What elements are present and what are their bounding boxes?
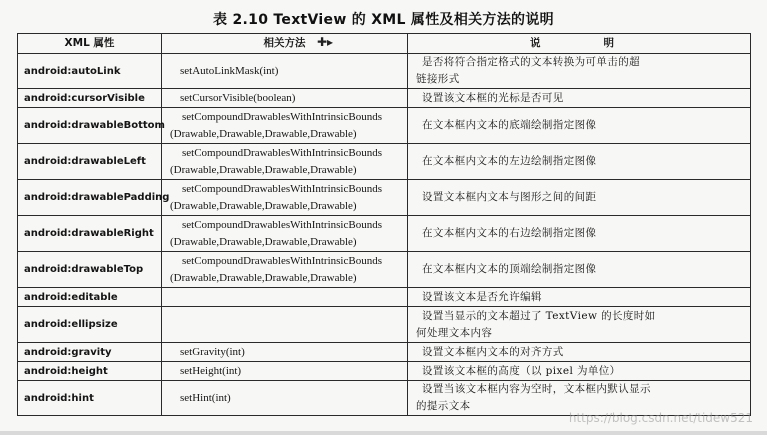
method-line: setCompoundDrawablesWithIntrinsicBounds (182, 146, 382, 159)
cell-description (408, 54, 751, 89)
cell-xml-attribute: android:gravity (18, 343, 162, 362)
method-line: (Drawable,Drawable,Drawable,Drawable) (170, 199, 357, 212)
method-line: setCompoundDrawablesWithIntrinsicBounds (182, 218, 382, 231)
cell-xml-attribute: android:drawableRight (18, 216, 162, 252)
cell-description (408, 307, 751, 343)
table-row (18, 216, 751, 252)
cell-method (162, 307, 408, 343)
method-line: (Drawable,Drawable,Drawable,Drawable) (170, 127, 357, 140)
description-line: 设置该文本框的光标是否可见 (422, 91, 564, 104)
description-line: 链接形式 (416, 73, 460, 85)
table-row (18, 180, 751, 216)
cell-description (408, 343, 751, 362)
description-line: 设置当显示的文本超过了 TextView 的长度时如 (422, 309, 656, 322)
description-line: 在文本框内文本的右边绘制指定图像 (422, 227, 597, 239)
method-line: setCompoundDrawablesWithIntrinsicBounds (182, 110, 382, 123)
table-row (18, 307, 751, 343)
table-row (18, 54, 751, 89)
cell-description (408, 108, 751, 144)
cell-method (162, 216, 408, 252)
cell-description (408, 252, 751, 288)
method-line: setCompoundDrawablesWithIntrinsicBounds (182, 182, 382, 195)
table-row (18, 343, 751, 362)
watermark: https://blog.csdn.net/tidew521 (568, 411, 753, 425)
column-header-description: 说 明 (408, 34, 751, 54)
method-line: (Drawable,Drawable,Drawable,Drawable) (170, 163, 357, 176)
method-line: setAutoLinkMask(int) (180, 64, 279, 77)
cell-method (162, 108, 408, 144)
cell-xml-attribute: android:drawableBottom (18, 108, 162, 144)
method-line: setHeight(int) (180, 364, 242, 377)
column-header-xml-attr: XML 属性 (18, 34, 162, 54)
description-line: 设置当该文本框内容为空时，文本框内默认显示 (422, 383, 651, 395)
header-row (18, 34, 751, 54)
description-line: 在文本框内文本的顶端绘制指定图像 (422, 263, 597, 275)
method-line: setGravity(int) (180, 345, 245, 358)
description-line: 何处理文本内容 (416, 326, 493, 339)
cell-method (162, 381, 408, 416)
column-header-method: 相关方法 (162, 34, 408, 54)
cell-method (162, 343, 408, 362)
method-line: setCompoundDrawablesWithIntrinsicBounds (182, 254, 382, 267)
cell-xml-attribute: android:autoLink (18, 54, 162, 89)
table-caption: 表 2.10 TextView 的 XML 属性及相关方法的说明 (213, 12, 554, 28)
cell-description (408, 180, 751, 216)
description-line: 设置该文本框的高度（以 pixel 为单位） (422, 364, 621, 377)
cell-method (162, 89, 408, 108)
cell-xml-attribute: android:drawableLeft (18, 144, 162, 180)
method-line: (Drawable,Drawable,Drawable,Drawable) (170, 271, 357, 284)
table-row (18, 108, 751, 144)
cell-description (408, 144, 751, 180)
cell-method (162, 362, 408, 381)
method-line: setCursorVisible(boolean) (180, 91, 296, 104)
table-row (18, 252, 751, 288)
description-line: 设置该文本是否允许编辑 (422, 290, 542, 303)
cell-xml-attribute: android:height (18, 362, 162, 381)
description-line: 在文本框内文本的左边绘制指定图像 (422, 155, 597, 167)
cell-method (162, 144, 408, 180)
cell-xml-attribute: android:ellipsize (18, 307, 162, 343)
description-line: 设置文本框内文本与图形之间的间距 (422, 191, 597, 203)
description-line: 设置文本框内文本的对齐方式 (422, 345, 564, 358)
description-line: 在文本框内文本的底端绘制指定图像 (422, 119, 597, 131)
bottom-strip (0, 431, 767, 435)
cell-description (408, 89, 751, 108)
cell-description (408, 216, 751, 252)
cell-xml-attribute: android:drawableTop (18, 252, 162, 288)
cell-description (408, 288, 751, 307)
xml-attributes-table (17, 33, 751, 416)
cell-xml-attribute: android:hint (18, 381, 162, 416)
cell-description (408, 362, 751, 381)
table-row (18, 362, 751, 381)
table-row (18, 89, 751, 108)
mouse-cursor-icon: ✚▸ (317, 35, 334, 49)
cell-xml-attribute: android:editable (18, 288, 162, 307)
cell-xml-attribute: android:drawablePadding (18, 180, 162, 216)
table-row (18, 144, 751, 180)
cell-method (162, 288, 408, 307)
method-line: (Drawable,Drawable,Drawable,Drawable) (170, 235, 357, 248)
cell-method (162, 54, 408, 89)
description-line: 是否将符合指定格式的文本转换为可单击的超 (422, 56, 640, 68)
cell-method (162, 252, 408, 288)
method-line: setHint(int) (180, 391, 231, 404)
table-row (18, 288, 751, 307)
description-line: 的提示文本 (416, 400, 471, 412)
cell-method (162, 180, 408, 216)
cell-xml-attribute: android:cursorVisible (18, 89, 162, 108)
